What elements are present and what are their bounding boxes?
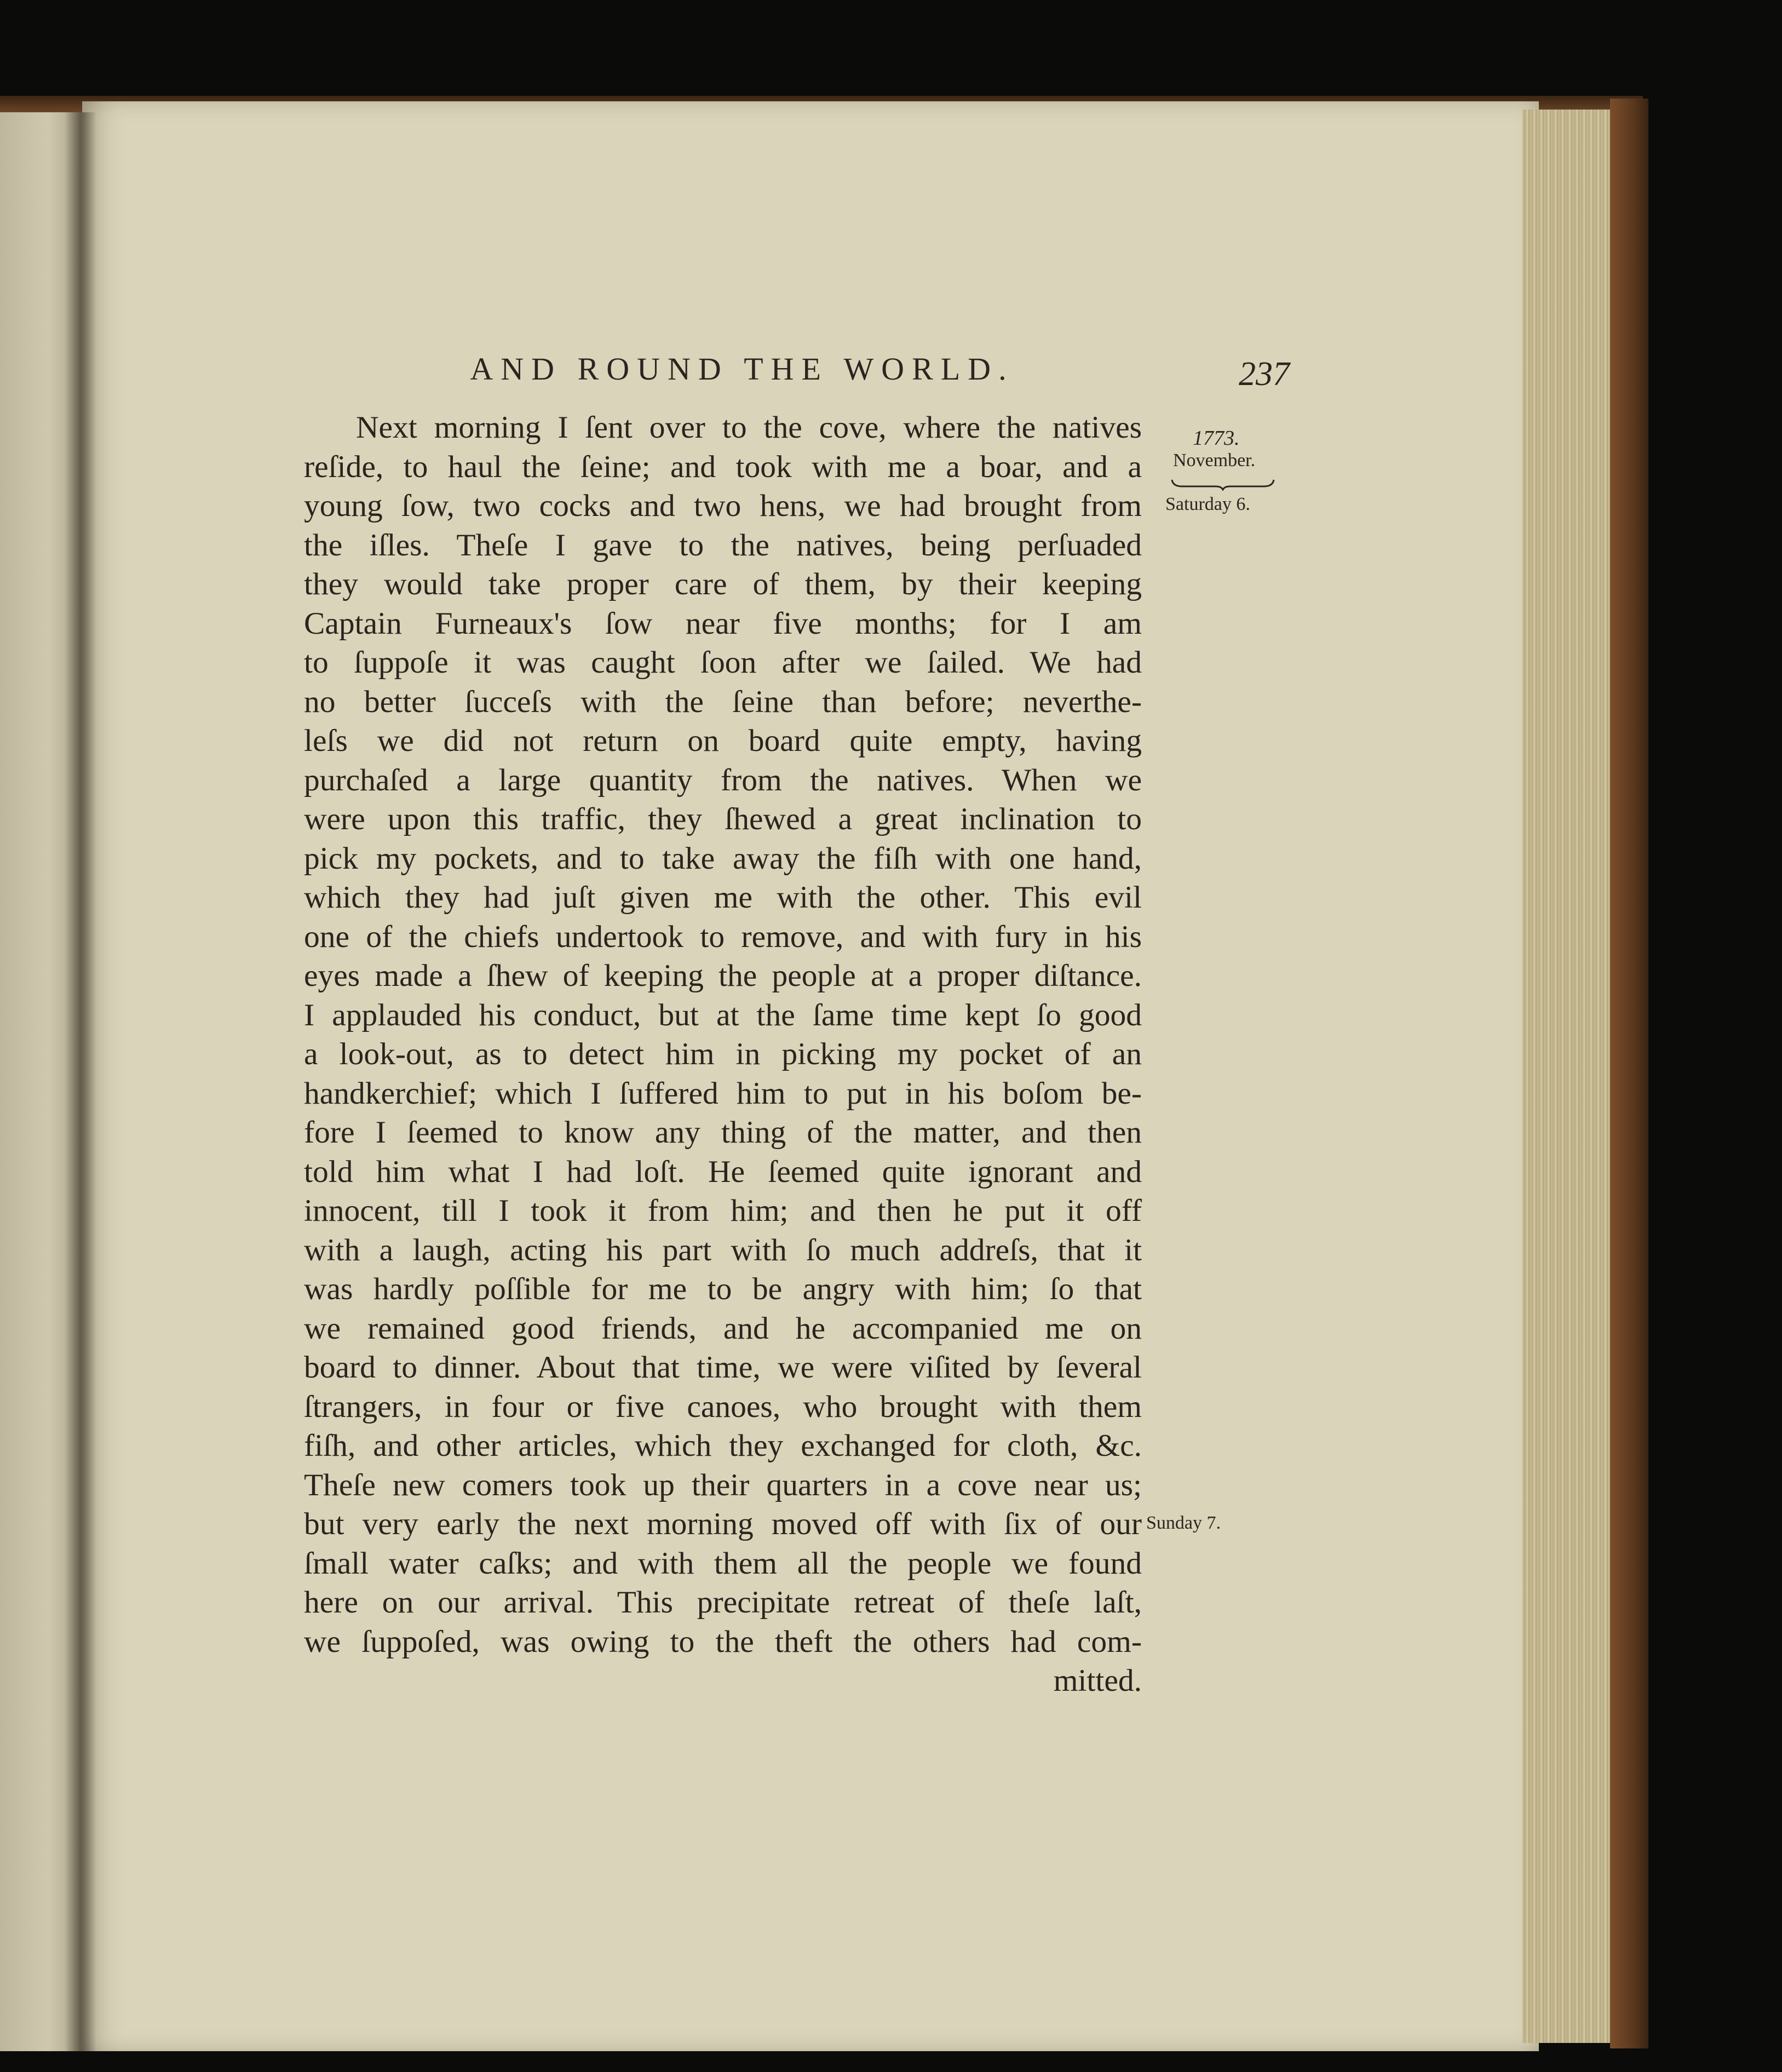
text-line: we remained good friends, and he accompanied me on bbox=[304, 1311, 1142, 1346]
text-line: handkerchief; which I ſuffered him to put in his boſom be- bbox=[304, 1076, 1142, 1111]
text-line: young ſow, two cocks and two hens, we had brought from bbox=[304, 489, 1142, 523]
text-line: which they had juſt given me with the other. This evil bbox=[304, 880, 1142, 915]
page-number: 237 bbox=[1239, 355, 1290, 393]
text-line: we ſuppoſed, was owing to the theft the others had com- bbox=[304, 1624, 1142, 1659]
text-line: eyes made a ſhew of keeping the people at a proper diſtance. bbox=[304, 958, 1142, 993]
text-line: mitted. bbox=[1053, 1663, 1142, 1698]
text-line: reſide, to haul the ſeine; and took with me a boar, and a bbox=[304, 449, 1142, 484]
book-gutter bbox=[65, 112, 96, 2051]
text-line: Captain Furneaux's ſow near five months; for I am bbox=[304, 606, 1142, 641]
text-line: pick my pockets, and to take away the fiſh with one hand, bbox=[304, 841, 1142, 876]
text-line: was hardly poſſible for me to be angry with him; ſo that bbox=[304, 1272, 1142, 1306]
text-line: they would take proper care of them, by their keeping bbox=[304, 567, 1142, 601]
page-edges bbox=[1522, 110, 1616, 2043]
margin-date-saturday: Saturday 6. bbox=[1165, 494, 1250, 514]
margin-month: November. bbox=[1173, 450, 1256, 470]
text-line: ſmall water caſks; and with them all the people we found bbox=[304, 1546, 1142, 1581]
text-line: fore I ſeemed to know any thing of the matter, and then bbox=[304, 1115, 1142, 1150]
text-line: fiſh, and other articles, which they exchanged for cloth, &c. bbox=[304, 1428, 1142, 1463]
book-cover-edge bbox=[1610, 99, 1648, 2048]
text-line: were upon this traffic, they ſhewed a great inclination to bbox=[304, 802, 1142, 836]
text-line: one of the chiefs undertook to remove, and with fury in his bbox=[304, 919, 1142, 954]
text-line: purchaſed a large quantity from the natives. When we bbox=[304, 762, 1142, 797]
text-line: leſs we did not return on board quite empty, having bbox=[304, 724, 1142, 758]
text-line: no better ſucceſs with the ſeine than before; neverthe- bbox=[304, 684, 1142, 719]
text-line: board to dinner. About that time, we were viſited by ſeveral bbox=[304, 1350, 1142, 1385]
margin-year: 1773. bbox=[1193, 427, 1240, 450]
text-line: with a laugh, acting his part with ſo much addreſs, that it bbox=[304, 1232, 1142, 1267]
text-line: to ſuppoſe it was caught ſoon after we ſailed. We had bbox=[304, 645, 1142, 680]
running-head: AND ROUND THE WORLD. bbox=[470, 351, 1014, 387]
brace-icon bbox=[1171, 478, 1275, 491]
text-line: Next morning I ſent over to the cove, where the natives bbox=[356, 410, 1142, 445]
text-line: the iſles. Theſe I gave to the natives, being perſuaded bbox=[304, 527, 1142, 563]
text-line: a look-out, as to detect him in picking my pocket of an bbox=[304, 1037, 1142, 1071]
text-line: here on our arrival. This precipitate retreat of theſe laſt, bbox=[304, 1585, 1142, 1620]
text-line: ſtrangers, in four or five canoes, who brought with them bbox=[304, 1389, 1142, 1424]
text-line: Theſe new comers took up their quarters in a cove near us; bbox=[304, 1467, 1142, 1502]
margin-date-sunday: Sunday 7. bbox=[1146, 1513, 1221, 1533]
text-line: I applauded his conduct, but at the ſame time kept ſo good bbox=[304, 997, 1142, 1032]
text-line: innocent, till I took it from him; and then he put it off bbox=[304, 1193, 1142, 1228]
text-line: told him what I had loſt. He ſeemed quite ignorant and bbox=[304, 1154, 1142, 1189]
body-text bbox=[304, 408, 1142, 1701]
text-line: but very early the next morning moved off with ſix of our bbox=[304, 1507, 1142, 1541]
